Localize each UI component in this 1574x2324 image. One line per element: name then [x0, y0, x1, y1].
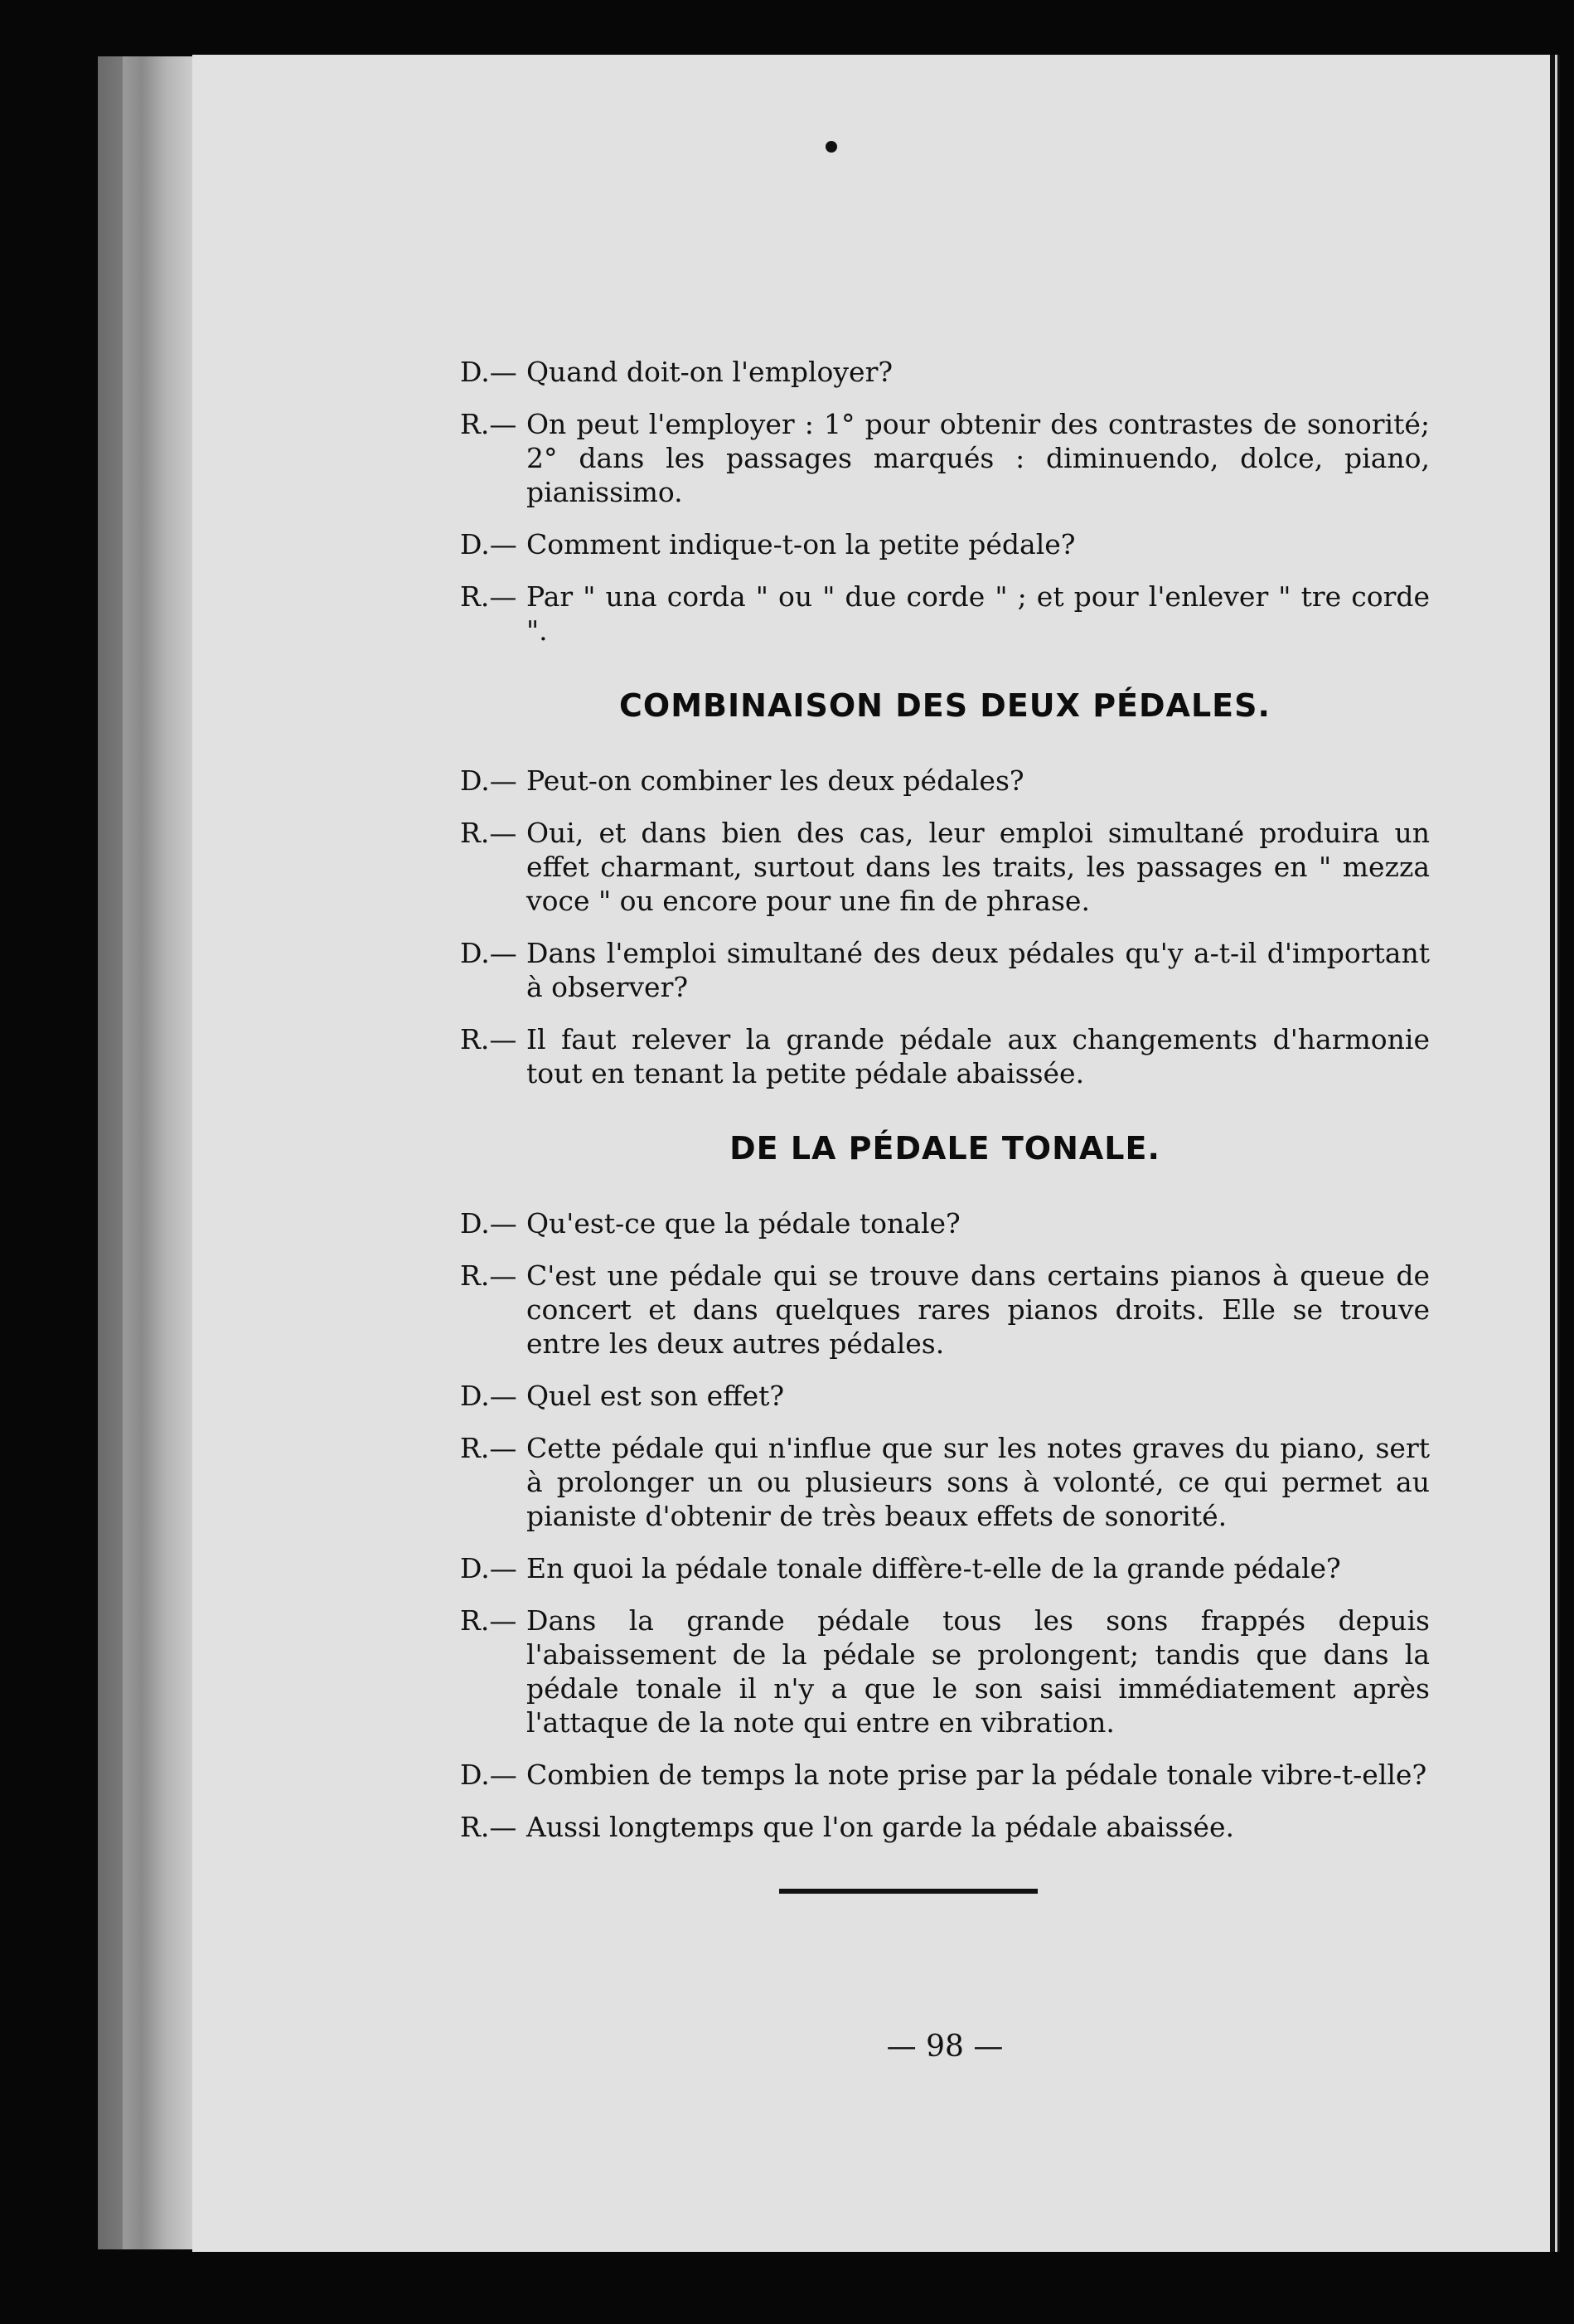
qa-prefix: D.— — [460, 1552, 517, 1584]
answer-line — [460, 580, 1430, 648]
answer-line — [460, 1022, 1430, 1090]
section-title-pedale-tonale: DE LA PÉDALE TONALE. — [729, 1130, 1160, 1167]
qa-group-petite-pedale — [460, 355, 1430, 648]
qa-group-pedale-tonale — [460, 1206, 1430, 1844]
question-line — [460, 355, 1430, 389]
qa-prefix: D.— — [460, 1380, 517, 1412]
answer-line — [460, 1810, 1430, 1844]
page-edge-rule — [1555, 55, 1557, 2252]
question-line — [460, 1758, 1430, 1792]
question-line — [460, 764, 1430, 798]
qa-text: En quoi la pédale tonale diffère-t-elle de la grande pédale? — [526, 1552, 1341, 1584]
qa-prefix: D.— — [460, 764, 517, 797]
qa-prefix: R.— — [460, 1432, 517, 1464]
question-line — [460, 1206, 1430, 1240]
qa-prefix: R.— — [460, 1259, 517, 1292]
answer-line — [460, 1604, 1430, 1739]
answer-line — [460, 816, 1430, 918]
section-title-combinaison: COMBINAISON DES DEUX PÉDALES. — [619, 687, 1271, 724]
answer-line — [460, 1259, 1430, 1361]
qa-group-combinaison — [460, 764, 1430, 1090]
book-gutter — [98, 56, 123, 2249]
answer-line — [460, 407, 1430, 509]
qa-text: Peut-on combiner les deux pédales? — [526, 764, 1024, 797]
question-line — [460, 936, 1430, 1004]
question-line — [460, 1551, 1430, 1585]
question-line — [460, 527, 1430, 561]
qa-prefix: D.— — [460, 356, 517, 388]
qa-text: Il faut relever la grande pédale aux changements d'harmonie tout en tenant la petite pédale abaissée. — [526, 1023, 1430, 1089]
qa-prefix: R.— — [460, 817, 517, 849]
question-line — [460, 1379, 1430, 1413]
qa-text: Dans la grande pédale tous les sons frappés depuis l'abaissement de la pédale se prolongent; tandis que dans la pédale tonale il n'y a que le son saisi immédiatement après l'attaque de la note qui entre en vibration. — [526, 1604, 1430, 1739]
qa-text: Quel est son effet? — [526, 1380, 785, 1412]
qa-prefix: R.— — [460, 408, 517, 440]
qa-prefix: D.— — [460, 1207, 517, 1240]
qa-prefix: D.— — [460, 528, 517, 560]
qa-prefix: D.— — [460, 937, 517, 969]
qa-prefix: R.— — [460, 1604, 517, 1637]
qa-prefix: D.— — [460, 1759, 517, 1791]
qa-prefix: R.— — [460, 580, 517, 613]
top-dot-mark — [826, 141, 837, 153]
qa-text: Qu'est-ce que la pédale tonale? — [526, 1207, 961, 1240]
qa-text: Dans l'emploi simultané des deux pédales qu'y a-t-il d'important à observer? — [526, 937, 1430, 1003]
qa-prefix: R.— — [460, 1811, 517, 1843]
qa-text: Cette pédale qui n'influe que sur les notes graves du piano, sert à prolonger un ou plusieurs sons à volonté, ce qui permet au pianiste d'obtenir de très beaux effets de sonorité. — [526, 1432, 1430, 1532]
qa-text: Aussi longtemps que l'on garde la pédale abaissée. — [526, 1811, 1234, 1843]
qa-text: Combien de temps la note prise par la pédale tonale vibre-t-elle? — [526, 1759, 1427, 1791]
qa-text: Comment indique-t-on la petite pédale? — [526, 528, 1076, 560]
qa-text: On peut l'employer : 1° pour obtenir des contrastes de sonorité; 2° dans les passages marqués : diminuendo, dolce, piano, pianissimo. — [526, 408, 1430, 508]
end-separator-rule — [779, 1889, 1038, 1894]
qa-prefix: R.— — [460, 1023, 517, 1055]
page-content — [460, 355, 1430, 1862]
page-number: — 98 — — [886, 2030, 1004, 2064]
qa-text: Quand doit-on l'employer? — [526, 356, 894, 388]
answer-line — [460, 1431, 1430, 1533]
qa-text: Par " una corda " ou " due corde " ; et pour l'enlever " tre corde ". — [526, 580, 1430, 647]
qa-text: Oui, et dans bien des cas, leur emploi simultané produira un effet charmant, surtout dans les traits, les passages en " mezza voce " ou encore pour une fin de phrase. — [526, 817, 1430, 917]
qa-text: C'est une pédale qui se trouve dans certains pianos à queue de concert et dans quelques rares pianos droits. Elle se trouve entre les deux autres pédales. — [526, 1259, 1430, 1360]
